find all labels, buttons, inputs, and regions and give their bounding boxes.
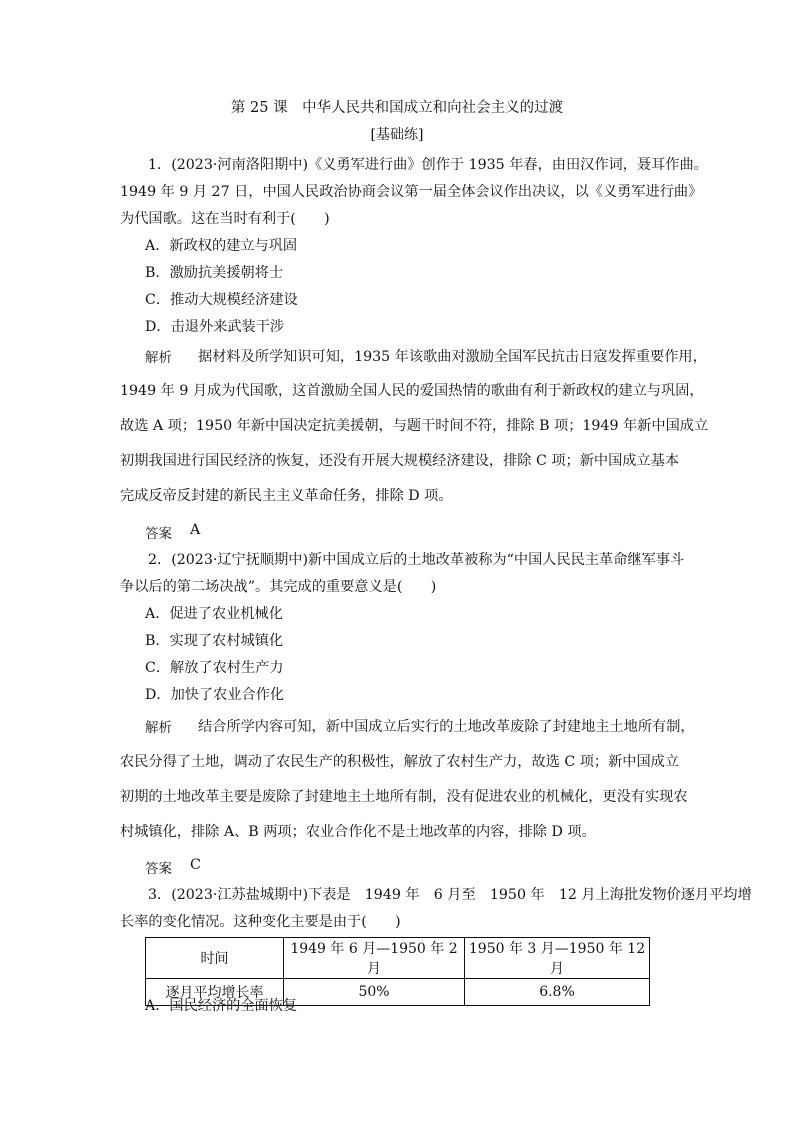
q1-analysis-label: 解析 [145,350,172,366]
q2-analysis-line: 农民分得了土地，调动了农民生产的积极性，解放了农村生产力，故选 C 项；新中国成立 [120,754,680,770]
q1-option-a: A．新政权的建立与巩固 [145,238,298,254]
q1-option-c: C．推动大规模经济建设 [145,292,298,308]
q3-stem-line: 3．(2023·江苏盐城期中)下表是 1949 年 6 月至 1950 年 12 月上海批发物价逐月平均增 [148,887,752,903]
lesson-title: 第 25 课 中华人民共和国成立和向社会主义的过渡 [230,100,564,116]
q3-stem-line: 长率的变化情况。这种变化主要是由于( ) [120,914,401,930]
table-header-cell: 1950 年 3 月—1950 年 12 月 [465,938,650,979]
q1-answer: A [190,522,201,538]
section-label: [基础练] [370,127,424,143]
q2-analysis-line: 结合所学内容可知，新中国成立后实行的土地改革废除了封建地主土地所有制， [198,719,695,735]
q2-option-d: D．加快了农业合作化 [145,687,285,703]
q2-analysis-line: 初期的土地改革主要是废除了封建地主土地所有制，没有促进农业的机械化，更没有实现农 [120,789,688,805]
q2-stem-line: 争以后的第二场决战”。其完成的重要意义是( ) [120,579,437,595]
q1-stem-line: 1．(2023·河南洛阳期中)《义勇军进行曲》创作于 1935 年春，由田汉作词，聂耳作曲。 [148,157,708,173]
table-cell: 逐月平均增长率 [146,979,284,1006]
table-header-cell: 1949 年 6 月—1950 年 2 月 [284,938,465,979]
q1-stem-line: 为代国歌。这在当时有利于( ) [120,211,330,227]
table-cell: 6.8% [465,979,650,1006]
q1-analysis-line: 故选 A 项；1950 年新中国决定抗美援朝，与题干时间不符，排除 B 项；1949 年新中国成立 [120,418,709,434]
q2-option-c: C．解放了农村生产力 [145,660,284,676]
q2-analysis-line: 村城镇化，排除 A、B 两项；农业合作化不是土地改革的内容，排除 D 项。 [120,824,596,840]
q2-option-b: B．实现了农村城镇化 [145,633,284,649]
q1-option-d: D．击退外来武装干涉 [145,319,285,335]
q1-option-b: B．激励抗美援朝将士 [145,265,284,281]
q2-answer: C [190,857,201,873]
q1-analysis-line: 据材料及所学知识可知，1935 年该歌曲对激励全国军民抗击日寇发挥重要作用， [198,349,707,365]
q1-analysis-line: 1949 年 9 月成为代国歌，这首激励全国人民的爱国热情的歌曲有利于新政权的建立与巩固， [120,383,704,399]
q2-option-a: A．促进了农业机械化 [145,606,283,622]
q1-analysis-line: 初期我国进行国民经济的恢复，还没有开展大规模经济建设，排除 C 项；新中国成立基本 [120,453,680,469]
q2-analysis-label: 解析 [145,720,172,736]
q2-answer-label: 答案 [145,861,172,877]
table-header-row [146,938,650,979]
q1-analysis-line: 完成反帝反封建的新民主主义革命任务，排除 D 项。 [120,488,453,504]
q1-stem-line: 1949 年 9 月 27 日，中国人民政治协商会议第一届全体会议作出决议，以《义勇军进行曲》 [120,184,703,200]
table-cell: 50% [284,979,465,1006]
q3-option-a: A．国民经济的全面恢复 [145,998,298,1014]
q1-answer-label: 答案 [145,526,172,542]
q2-stem-line: 2．(2023·辽宁抚顺期中)新中国成立后的土地改革被称为“中国人民民主革命继军事斗 [148,552,685,568]
table-header-cell: 时间 [146,938,284,979]
